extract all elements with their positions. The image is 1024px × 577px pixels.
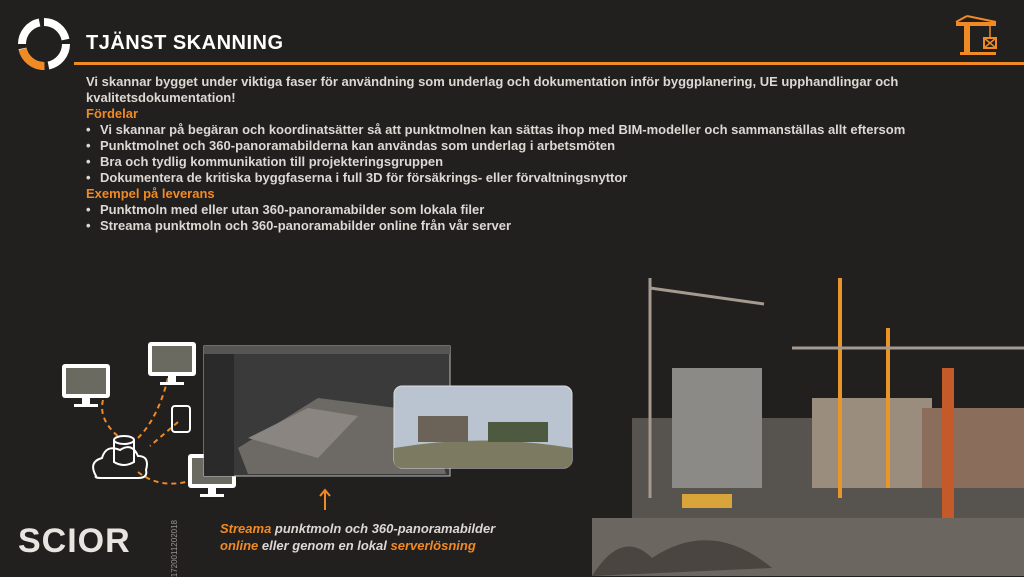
title-divider (74, 62, 1024, 65)
caption-part: punktmoln och 360-panoramabilder (271, 521, 496, 536)
benefits-heading: Fördelar (86, 106, 139, 121)
workflow-diagram (58, 338, 578, 508)
caption-part: serverlösning (390, 538, 476, 553)
caption-part: eller genom en lokal (258, 538, 391, 553)
crane-icon (952, 14, 1000, 56)
arrow-up-icon (318, 488, 332, 512)
intro-text: Vi skannar bygget under viktiga faser för användning som underlag och dokumentation inför byggplanering, UE upphandlingar och kvalitetsdokumentation! (86, 74, 899, 105)
list-item: • Bra och tydlig kommunikation till projekteringsgruppen (86, 154, 906, 170)
brand-logo (18, 520, 179, 577)
list-item: • Vi skannar på begäran och koordinatsätter så att punktmolnen kan sättas ihop med BIM-modeller och sammanställas allt eftersom (86, 122, 906, 138)
examples-list (86, 202, 906, 234)
brand-code: 1720011202018 (170, 520, 179, 577)
construction-site-photo (592, 268, 1024, 576)
main-content (86, 74, 906, 234)
page-title: TJÄNST SKANNING (86, 32, 284, 54)
benefits-list (86, 122, 906, 186)
caption-part: Streama (220, 521, 272, 536)
tablet-icon (172, 406, 190, 432)
list-item: • Punktmoln med eller utan 360-panoramabilder som lokala filer (86, 202, 906, 218)
list-item: • Punktmolnet och 360-panoramabilderna kan användas som underlag i arbetsmöten (86, 138, 906, 154)
examples-heading: Exempel på leverans (86, 186, 215, 201)
list-item: • Dokumentera de kritiska byggfaserna i full 3D för försäkrings- eller förvaltningsnyttor (86, 170, 906, 186)
diagram-caption (220, 520, 495, 554)
list-item: • Streama punktmoln och 360-panoramabilder online från vår server (86, 218, 906, 234)
panorama-image (394, 386, 572, 468)
brand-name: SCIOR (18, 522, 131, 560)
monitor-icon (148, 342, 196, 385)
logo-ring-icon (18, 18, 70, 70)
caption-part: online (220, 538, 259, 553)
